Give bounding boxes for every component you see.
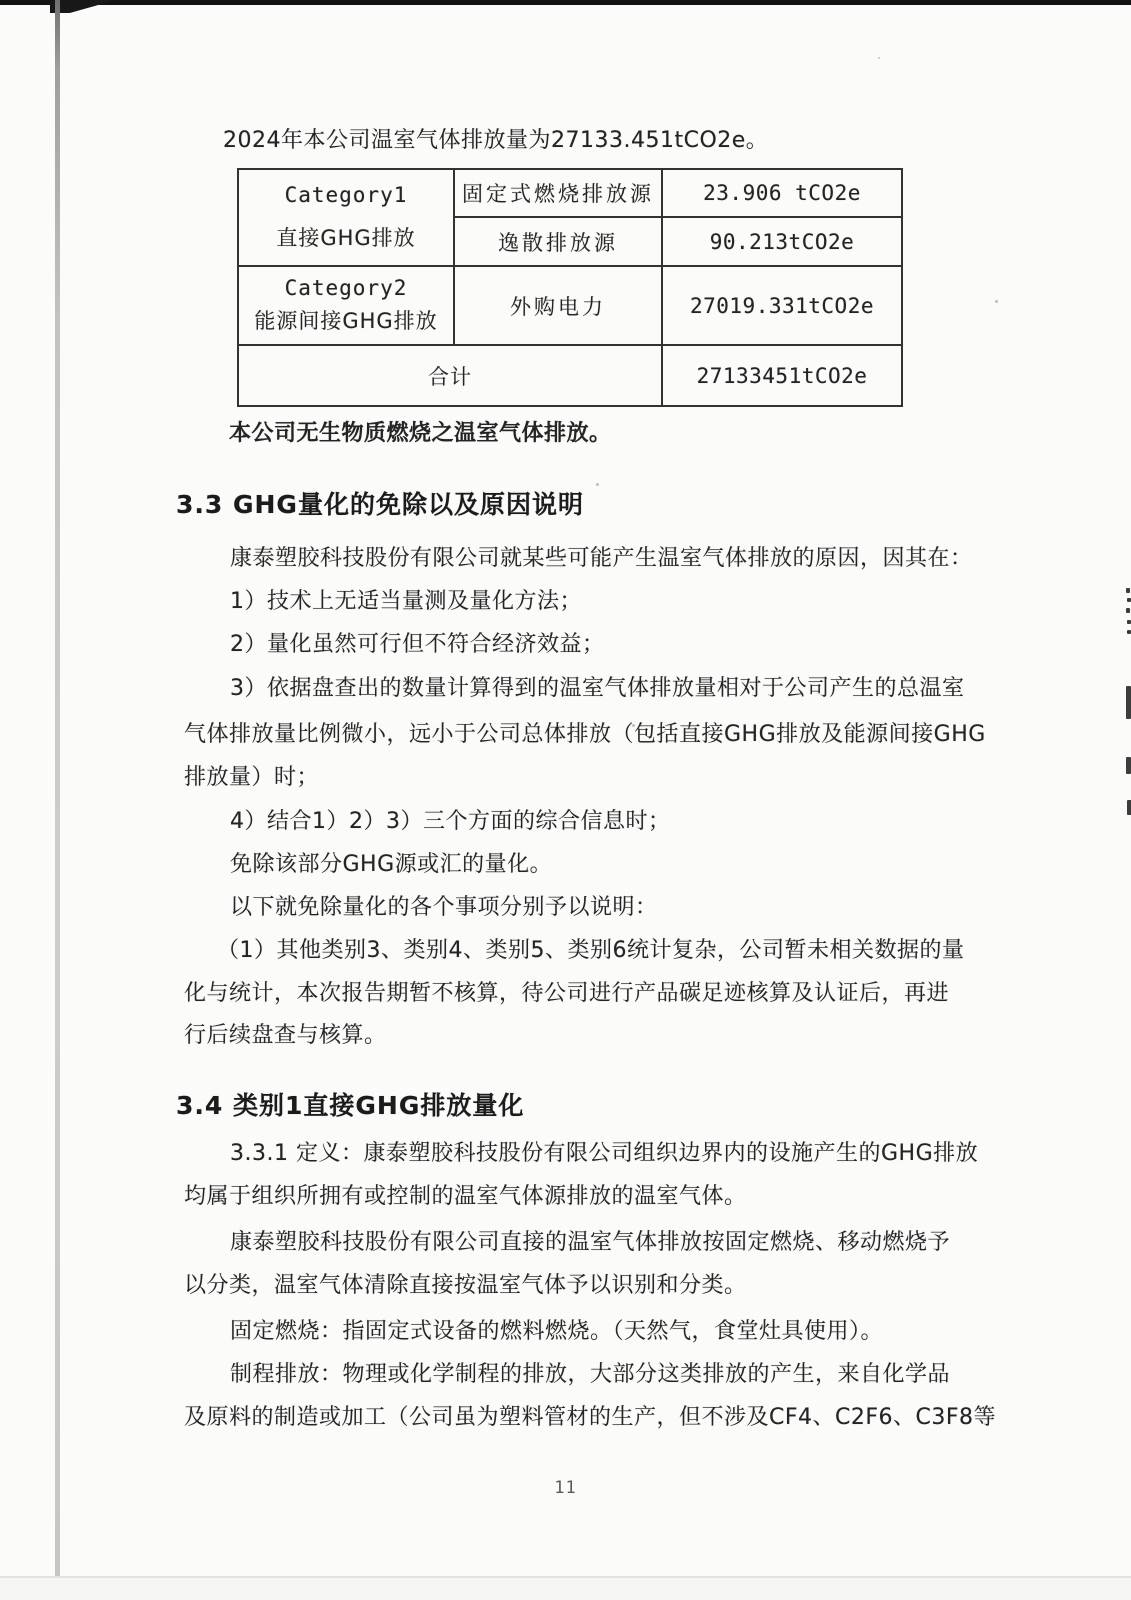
page-number: 11 bbox=[554, 1478, 577, 1498]
biomass-note: 本公司无生物质燃烧之温室气体排放。 bbox=[229, 421, 612, 446]
intro-paragraph: 2024年本公司温室气体排放量为27133.451tCO2e。 bbox=[223, 128, 769, 153]
paragraph-line: 行后续盘查与核算。 bbox=[184, 1023, 387, 1048]
scan-right-mark bbox=[1126, 757, 1131, 774]
scan-right-mark bbox=[1127, 598, 1131, 602]
scan-binding-line bbox=[55, 0, 60, 1576]
category2-code: Category2 bbox=[284, 275, 408, 300]
paragraph-line: 及原料的制造或加工（公司虽为塑料管材的生产，但不涉及CF4、C2F6、C3F8等 bbox=[184, 1405, 997, 1430]
scan-right-mark bbox=[1127, 620, 1131, 624]
paragraph-line: 固定燃烧：指固定式设备的燃料燃烧。（天然气，食堂灶具使用）。 bbox=[230, 1319, 884, 1344]
table-cell-category2 bbox=[239, 267, 455, 346]
category1-code: Category1 bbox=[284, 183, 408, 208]
paragraph-line: 制程排放：物理或化学制程的排放，大部分这类排放的产生，来自化学品 bbox=[230, 1362, 951, 1387]
table-cell-source-fugitive: 逸散排放源 bbox=[455, 218, 663, 267]
scan-top-edge bbox=[0, 0, 1131, 5]
scan-speck bbox=[995, 300, 998, 303]
section-3-3-heading: 3.3 GHG量化的免除以及原因说明 bbox=[176, 490, 584, 519]
paragraph-line: 4）结合1）2）3）三个方面的综合信息时； bbox=[230, 809, 671, 834]
paragraph-line: 均属于组织所拥有或控制的温室气体源排放的温室气体。 bbox=[184, 1184, 747, 1209]
paragraph-line: 排放量）时； bbox=[184, 765, 320, 790]
category1-label: 直接GHG排放 bbox=[276, 225, 416, 250]
paragraph-line: 2）量化虽然可行但不符合经济效益； bbox=[230, 632, 605, 657]
scan-right-mark bbox=[1126, 588, 1130, 593]
category2-label: 能源间接GHG排放 bbox=[254, 309, 438, 334]
scan-bottom-area bbox=[0, 1578, 1131, 1600]
scan-right-mark bbox=[1126, 686, 1131, 719]
table-cell-category1 bbox=[239, 170, 455, 267]
paragraph-line: 康泰塑胶科技股份有限公司直接的温室气体排放按固定燃烧、移动燃烧予 bbox=[230, 1230, 951, 1255]
scan-speck bbox=[596, 483, 599, 486]
paragraph-line: 1）技术上无适当量测及量化方法； bbox=[230, 589, 582, 614]
section-3-4-heading: 3.4 类别1直接GHG排放量化 bbox=[176, 1091, 525, 1120]
paragraph-line: 免除该部分GHG源或汇的量化。 bbox=[230, 852, 553, 877]
paragraph-line: 气体排放量比例微小，远小于公司总体排放（包括直接GHG排放及能源间接GHG bbox=[184, 722, 986, 747]
table-cell-total-value: 27133451tCO2e bbox=[696, 363, 868, 388]
paragraph-line: 以分类，温室气体清除直接按温室气体予以识别和分类。 bbox=[184, 1273, 747, 1298]
scan-right-mark bbox=[1126, 608, 1130, 613]
table-cell-value-fugitive: 90.213tCO2e bbox=[663, 218, 901, 267]
table-cell-value-electricity: 27019.331tCO2e bbox=[663, 267, 901, 346]
paragraph-line: 康泰塑胶科技股份有限公司就某些可能产生温室气体排放的原因，因其在： bbox=[230, 546, 973, 571]
scan-speck bbox=[878, 57, 880, 59]
paragraph-line: 化与统计，本次报告期暂不核算，待公司进行产品碳足迹核算及认证后，再进 bbox=[184, 981, 950, 1006]
paragraph-line: 3.3.1 定义：康泰塑胶科技股份有限公司组织边界内的设施产生的GHG排放 bbox=[230, 1141, 979, 1166]
paragraph-line: （1）其他类别3、类别4、类别5、类别6统计复杂，公司暂未相关数据的量 bbox=[217, 938, 965, 963]
table-cell-value-stationary: 23.906 tCO2e bbox=[663, 170, 901, 218]
table-cell-source-stationary: 固定式燃烧排放源 bbox=[455, 170, 663, 218]
paragraph-line: 3）依据盘查出的数量计算得到的温室气体排放量相对于公司产生的总温室 bbox=[230, 676, 965, 701]
scan-right-mark bbox=[1127, 630, 1131, 634]
scan-right-mark bbox=[1127, 800, 1131, 815]
table-cell-total-label: 合计 bbox=[239, 346, 663, 405]
table-cell-source-electricity: 外购电力 bbox=[455, 267, 663, 346]
paragraph-line: 以下就免除量化的各个事项分别予以说明： bbox=[230, 895, 658, 920]
emissions-table bbox=[237, 168, 903, 407]
